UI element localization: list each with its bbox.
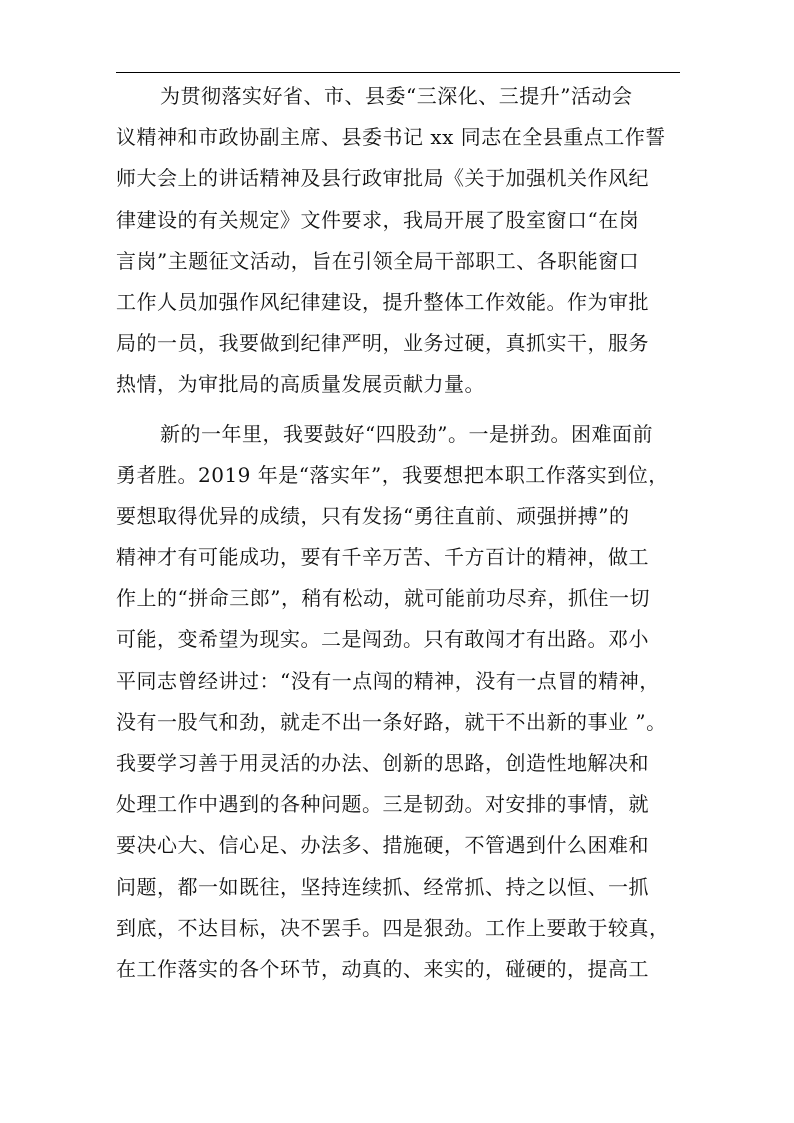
header-rule [116, 72, 680, 73]
paragraph-line: 问题，都一如既往，坚持连续抓、经常抓、持之以恒、一抓 [116, 874, 649, 899]
paragraph-line: 言岗”主题征文活动，旨在引领全局干部职工、各职能窗口 [116, 248, 640, 273]
paragraph-2 [116, 414, 682, 991]
paragraph-line: 平同志曾经讲过：“没有一点闯的精神，没有一点冒的精神， [116, 668, 660, 693]
paragraph-line: 要想取得优异的成绩，只有发扬“勇往直前、顽强拼搏”的 [116, 503, 630, 528]
paragraph-line: 作上的“拼命三郎”，稍有松动，就可能前功尽弃，抓住一切 [116, 586, 650, 611]
paragraph-line: 局的一员，我要做到纪律严明，业务过硬，真抓实干，服务 [116, 331, 649, 356]
paragraph-line: 可能，变希望为现实。二是闯劲。只有敢闯才有出路。邓小 [116, 627, 649, 652]
paragraph-line: 要决心大、信心足、办法多、措施硬，不管遇到什么困难和 [116, 833, 649, 858]
paragraph-line: 精神才有可能成功，要有千辛万苦、千方百计的精神，做工 [116, 545, 649, 570]
paragraph-line: 没有一股气和劲，就走不出一条好路，就干不出新的事业 ”。 [116, 709, 667, 734]
paragraph-line: 处理工作中遇到的各种问题。三是韧劲。对安排的事情，就 [116, 792, 649, 817]
paragraph-line: 勇者胜。2019 年是“落实年”，我要想把本职工作落实到位， [116, 462, 669, 487]
paragraph-line: 工作人员加强作风纪律建设，提升整体工作效能。作为审批 [116, 289, 649, 314]
paragraph-line: 在工作落实的各个环节，动真的、来实的，碰硬的，提高工 [116, 956, 649, 981]
paragraph-line: 议精神和市政协副主席、县委书记 xx 同志在全县重点工作誓 [116, 125, 666, 150]
paragraph-line: 师大会上的讲话精神及县行政审批局《关于加强机关作风纪 [116, 166, 649, 191]
paragraph-line: 律建设的有关规定》文件要求，我局开展了股室窗口“在岗 [116, 207, 640, 232]
paragraph-1 [116, 76, 682, 406]
paragraph-gap [116, 406, 682, 414]
paragraph-line: 新的一年里，我要鼓好“四股劲”。一是拼劲。困难面前 [160, 421, 653, 446]
paragraph-line: 热情，为审批局的高质量发展贡献力量。 [116, 372, 485, 397]
paragraph-line: 为贯彻落实好省、市、县委“三深化、三提升”活动会 [160, 84, 633, 108]
paragraph-line: 到底，不达目标，决不罢手。四是狠劲。工作上要敢于较真， [116, 915, 670, 940]
document-body [116, 76, 682, 990]
paragraph-line: 我要学习善于用灵活的办法、创新的思路，创造性地解决和 [116, 751, 649, 775]
